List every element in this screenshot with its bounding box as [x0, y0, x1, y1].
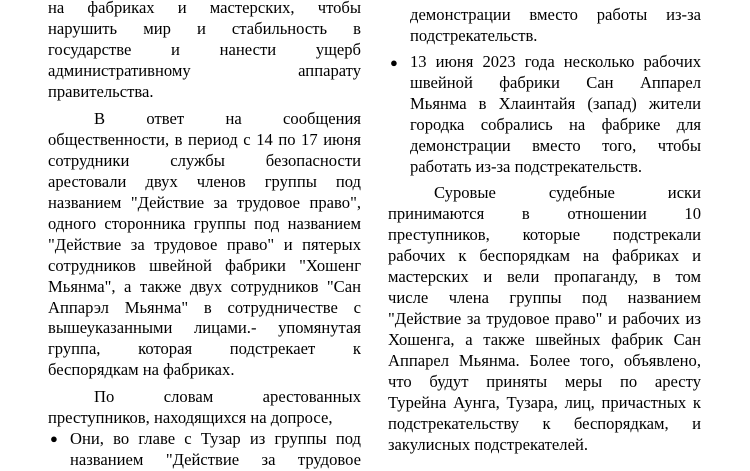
text-line: городка собрались на фабрике для — [410, 115, 701, 134]
text-line: принимаются в отношении 10 — [388, 204, 701, 223]
text-line: В ответ на сообщения — [94, 109, 361, 128]
text-line: демонстрации вместо того, чтобы — [410, 136, 701, 155]
text-line: одного сторонника группы под названием — [48, 214, 361, 233]
text-line: закулисных подстрекателей. — [388, 435, 588, 454]
text-line: общественности, в период с 14 по 17 июня — [48, 130, 361, 149]
text-line: беспорядкам на фабриках. — [48, 360, 235, 379]
text-line: подстрекательств. — [410, 26, 538, 45]
text-line: арестовали двух членов группы под — [48, 172, 361, 191]
text-line: Мьянма", а также двух сотрудников "Сан — [48, 277, 361, 296]
text-line: Мьянма в Хлаинтайя (запад) жители — [410, 94, 701, 113]
text-line: административному аппарату — [48, 61, 361, 80]
text-line: подстрекательству к беспорядкам, и — [388, 414, 701, 433]
text-line: 13 июня 2023 года несколько рабочих — [410, 52, 701, 71]
text-line: группа, которая подстрекает к — [48, 339, 361, 358]
text-line: "Действие за трудовое право" и рабочих из — [388, 309, 701, 328]
text-line: Турейна Аунга, Тузара, лиц, причастных к — [388, 393, 701, 412]
bullet-icon: ● — [390, 55, 398, 70]
bullet-icon: ● — [50, 431, 58, 446]
text-line: Аппарэл Мьянма" в сотрудничестве с — [48, 298, 361, 317]
text-line: названием "Действие за трудовое право", — [48, 193, 361, 212]
text-line: Они, во главе с Тузар из группы под — [70, 429, 361, 448]
text-line: Аппарел Мьянма. Более того, объявлено, — [388, 351, 701, 370]
text-line: демонстрации вместо работы из-за — [410, 5, 701, 24]
text-line: Хошенга, а также швейных фабрик Сан — [388, 330, 701, 349]
text-line: швейной фабрики Сан Аппарел — [410, 73, 701, 92]
text-line: сотрудников швейной фабрики "Хошенг — [48, 256, 361, 275]
text-line: преступников, которые подстрекали — [388, 225, 701, 244]
text-line: По словам арестованных — [94, 387, 361, 406]
text-line: что будут приняты меры по аресту — [388, 372, 701, 391]
text-line: нарушить мир и стабильность в — [48, 19, 361, 38]
text-line: на фабриках и мастерских, чтобы — [48, 0, 361, 17]
text-line: "Действие за трудовое право" и пятерых — [48, 235, 361, 254]
text-line: мастерских и вели пропаганду, в том — [388, 267, 701, 286]
text-line: рабочих к беспорядкам на фабриках и — [388, 246, 701, 265]
text-line: названием "Действие за трудовое — [70, 450, 361, 469]
text-line: числе члена группы под названием — [388, 288, 701, 307]
text-line: государстве и нанести ущерб — [48, 40, 361, 59]
text-line: правительства. — [48, 82, 154, 101]
text-line: Суровые судебные иски — [434, 183, 701, 202]
text-line: работать из-за подстрекательств. — [410, 157, 643, 176]
text-line: вышеуказанными лицами.- упомянутая — [48, 318, 361, 337]
text-line: преступников, находящихся на допросе, — [48, 408, 333, 427]
text-line: сотрудники службы безопасности — [48, 151, 361, 170]
